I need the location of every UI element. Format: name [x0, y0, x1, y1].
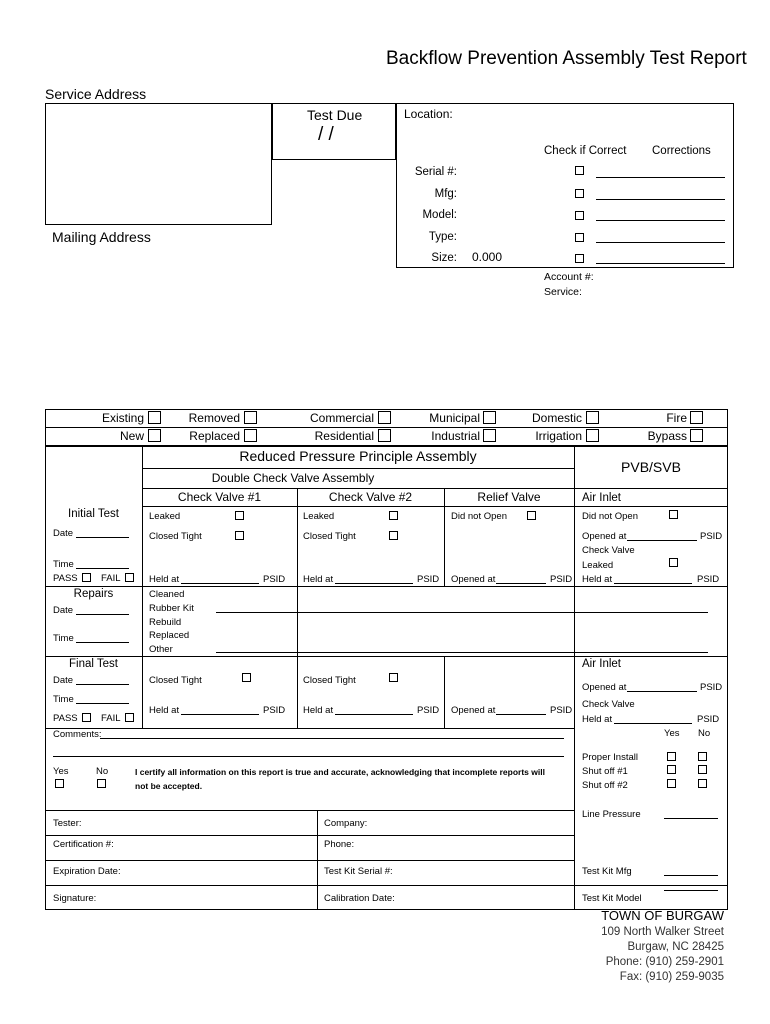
- initial-date-label: Date: [53, 528, 74, 539]
- right-no-header: No: [698, 728, 711, 739]
- final-cv2-held-at-line[interactable]: [335, 714, 413, 715]
- final-relief-psid: PSID: [550, 705, 573, 716]
- final-pass-label: PASS: [53, 713, 78, 724]
- pvb-header: PVB/SVB: [621, 459, 681, 475]
- final-cv1-held-at-line[interactable]: [181, 714, 259, 715]
- final-cv1-held-at-label: Held at: [149, 705, 180, 716]
- final-cv2-psid: PSID: [417, 705, 440, 716]
- final-date-label: Date: [53, 675, 74, 686]
- pvb-opened-psid: PSID: [700, 531, 723, 542]
- size-correction-line[interactable]: [596, 263, 725, 264]
- existing-label: Existing: [101, 411, 144, 425]
- replaced-checkbox[interactable]: [244, 429, 257, 442]
- serial-correction-line[interactable]: [596, 177, 725, 178]
- pvb-did-not-open-checkbox[interactable]: [669, 510, 678, 519]
- certify-text-line-1: I certify all information on this report is true and accurate, acknowledging that incomplete reports will: [135, 767, 545, 777]
- cv1-held-at-label: Held at: [149, 574, 180, 585]
- repairs-date-label: Date: [53, 605, 74, 616]
- calibration-label: Calibration Date:: [324, 893, 395, 904]
- cv2-leaked-label: Leaked: [303, 511, 335, 522]
- certify-yes-label: Yes: [53, 766, 69, 777]
- cv2-closed-tight-label: Closed Tight: [303, 531, 356, 542]
- test-due-value: / /: [318, 124, 334, 145]
- repair-item-rebuild: Rebuild: [149, 617, 182, 628]
- comments-line-1[interactable]: [100, 738, 564, 739]
- relief-opened-at-line[interactable]: [496, 583, 546, 584]
- initial-pass-label: PASS: [53, 573, 78, 584]
- check-if-correct-label: Check if Correct: [544, 145, 627, 157]
- final-fail-checkbox[interactable]: [125, 713, 134, 722]
- removed-checkbox[interactable]: [244, 411, 257, 424]
- repairs-date-line[interactable]: [76, 614, 129, 615]
- relief-did-not-open-label: Did not Open: [451, 511, 507, 522]
- account-label: Account #:: [544, 271, 594, 283]
- final-cv1-closed-tight-checkbox[interactable]: [242, 673, 251, 682]
- repairs-time-label: Time: [53, 633, 74, 644]
- cv1-psid: PSID: [263, 574, 286, 585]
- residential-checkbox[interactable]: [378, 429, 391, 442]
- test-kit-mfg-line[interactable]: [664, 875, 718, 876]
- cv1-closed-tight-label: Closed Tight: [149, 531, 202, 542]
- line-pressure-line[interactable]: [664, 818, 718, 819]
- service-address-label: Service Address: [45, 86, 147, 102]
- proper-install-label: Proper Install: [582, 752, 638, 763]
- final-pvb-held-at-label: Held at: [582, 714, 613, 725]
- cv1-closed-tight-checkbox[interactable]: [235, 531, 244, 540]
- repair-item-other: Other: [149, 644, 173, 655]
- check-valve-1-header: Check Valve #1: [177, 490, 262, 504]
- cv1-leaked-checkbox[interactable]: [235, 511, 244, 520]
- repairs-time-line[interactable]: [76, 642, 129, 643]
- initial-pass-checkbox[interactable]: [82, 573, 91, 582]
- type-checkbox[interactable]: [575, 233, 584, 242]
- town-phone: Phone: (910) 259-2901: [605, 956, 724, 968]
- pvb-held-at-label: Held at: [582, 574, 613, 585]
- repairs-line-2[interactable]: [216, 652, 708, 653]
- mfg-checkbox[interactable]: [575, 189, 584, 198]
- mfg-label: Mfg:: [434, 188, 457, 200]
- final-relief-opened-at-line[interactable]: [496, 714, 546, 715]
- test-kit-model-label: Test Kit Model: [582, 893, 642, 904]
- test-kit-serial-label: Test Kit Serial #:: [324, 866, 393, 877]
- shut-off-1-yes-checkbox[interactable]: [667, 765, 676, 774]
- right-yes-header: Yes: [664, 728, 680, 739]
- certification-label: Certification #:: [53, 839, 114, 850]
- phone-label: Phone:: [324, 839, 355, 850]
- cv1-held-at-line[interactable]: [181, 583, 259, 584]
- final-time-line[interactable]: [76, 703, 129, 704]
- commercial-label: Commercial: [309, 411, 374, 425]
- relief-valve-header: Relief Valve: [477, 490, 541, 504]
- town-street: 109 North Walker Street: [601, 926, 724, 938]
- bypass-label: Bypass: [647, 429, 687, 443]
- rp-header: Reduced Pressure Principle Assembly: [239, 448, 477, 464]
- irrigation-checkbox[interactable]: [586, 429, 599, 442]
- removed-label: Removed: [188, 411, 240, 425]
- signature-label: Signature:: [53, 893, 97, 904]
- page-title: Backflow Prevention Assembly Test Report: [386, 48, 747, 69]
- pvb-held-at-line[interactable]: [614, 583, 692, 584]
- final-time-label: Time: [53, 694, 74, 705]
- initial-time-label: Time: [53, 559, 74, 570]
- residential-label: Residential: [314, 429, 374, 443]
- municipal-label: Municipal: [429, 411, 480, 425]
- industrial-label: Industrial: [431, 429, 480, 443]
- cv2-held-at-line[interactable]: [335, 583, 413, 584]
- cv2-psid: PSID: [417, 574, 440, 585]
- industrial-checkbox[interactable]: [483, 429, 496, 442]
- town-name: TOWN OF BURGAW: [601, 908, 724, 923]
- cv1-leaked-label: Leaked: [149, 511, 181, 522]
- relief-did-not-open-checkbox[interactable]: [527, 511, 536, 520]
- model-label: Model:: [422, 209, 457, 221]
- initial-date-line[interactable]: [76, 537, 129, 538]
- domestic-checkbox[interactable]: [586, 411, 599, 424]
- service-address-box[interactable]: [45, 103, 272, 225]
- pvb-did-not-open-label: Did not Open: [582, 511, 638, 522]
- certify-no-checkbox[interactable]: [97, 779, 106, 788]
- test-kit-model-line[interactable]: [664, 890, 718, 891]
- pvb-held-psid: PSID: [697, 574, 720, 585]
- fire-label: Fire: [666, 411, 687, 425]
- final-pvb-opened-at-line[interactable]: [627, 691, 697, 692]
- check-valve-2-header: Check Valve #2: [328, 490, 413, 504]
- town-city: Burgaw, NC 28425: [627, 941, 724, 953]
- repairs-label: Repairs: [73, 588, 114, 600]
- serial-label: Serial #:: [414, 166, 457, 178]
- final-pvb-opened-at-label: Opened at: [582, 682, 627, 693]
- pvb-leaked-checkbox[interactable]: [669, 558, 678, 567]
- size-label: Size:: [431, 252, 457, 264]
- final-cv1-closed-tight-label: Closed Tight: [149, 675, 202, 686]
- final-test-label: Final Test: [68, 658, 118, 670]
- repair-item-cleaned: Cleaned: [149, 589, 185, 600]
- proper-install-no-checkbox[interactable]: [698, 752, 707, 761]
- proper-install-yes-checkbox[interactable]: [667, 752, 676, 761]
- irrigation-label: Irrigation: [535, 429, 582, 443]
- air-inlet-header: Air Inlet: [582, 492, 621, 504]
- final-fail-label: FAIL: [101, 713, 121, 724]
- new-label: New: [119, 429, 144, 443]
- service-label: Service:: [544, 286, 582, 298]
- location-box: [396, 103, 734, 268]
- line-pressure-label: Line Pressure: [582, 809, 641, 820]
- commercial-checkbox[interactable]: [378, 411, 391, 424]
- final-air-inlet-label: Air Inlet: [582, 658, 621, 670]
- relief-psid: PSID: [550, 574, 573, 585]
- cv2-closed-tight-checkbox[interactable]: [389, 531, 398, 540]
- final-pass-checkbox[interactable]: [82, 713, 91, 722]
- final-pvb-opened-psid: PSID: [700, 682, 723, 693]
- pvb-check-valve-label: Check Valve: [582, 545, 635, 556]
- repair-item-rubber-kit: Rubber Kit: [149, 603, 194, 614]
- domestic-label: Domestic: [531, 411, 582, 425]
- initial-time-line[interactable]: [76, 568, 129, 569]
- relief-opened-at-label: Opened at: [451, 574, 496, 585]
- final-cv2-closed-tight-checkbox[interactable]: [389, 673, 398, 682]
- final-pvb-check-valve-label: Check Valve: [582, 699, 635, 710]
- initial-fail-checkbox[interactable]: [125, 573, 134, 582]
- mailing-address-label: Mailing Address: [52, 229, 151, 245]
- certify-no-label: No: [96, 766, 109, 777]
- pvb-opened-at-label: Opened at: [582, 531, 627, 542]
- size-checkbox[interactable]: [575, 254, 584, 263]
- town-fax: Fax: (910) 259-9035: [619, 971, 724, 983]
- type-correction-line[interactable]: [596, 242, 725, 243]
- fire-checkbox[interactable]: [690, 411, 703, 424]
- dc-header: Double Check Valve Assembly: [211, 471, 375, 485]
- shut-off-2-no-checkbox[interactable]: [698, 779, 707, 788]
- repair-item-replaced: Replaced: [149, 630, 190, 641]
- shut-off-1-no-checkbox[interactable]: [698, 765, 707, 774]
- bypass-checkbox[interactable]: [690, 429, 703, 442]
- test-due-label: Test Due: [307, 107, 363, 123]
- final-date-line[interactable]: [76, 684, 129, 685]
- final-cv1-psid: PSID: [263, 705, 286, 716]
- expiration-label: Expiration Date:: [53, 866, 121, 877]
- serial-checkbox[interactable]: [575, 166, 584, 175]
- initial-test-label: Initial Test: [68, 508, 119, 520]
- company-label: Company:: [324, 818, 368, 829]
- initial-fail-label: FAIL: [101, 573, 121, 584]
- shut-off-2-label: Shut off #2: [582, 780, 628, 791]
- model-correction-line[interactable]: [596, 220, 725, 221]
- comments-label: Comments:: [53, 729, 102, 740]
- shut-off-2-yes-checkbox[interactable]: [667, 779, 676, 788]
- pvb-opened-at-line[interactable]: [627, 540, 697, 541]
- municipal-checkbox[interactable]: [483, 411, 496, 424]
- certify-yes-checkbox[interactable]: [55, 779, 64, 788]
- final-relief-opened-at-label: Opened at: [451, 705, 496, 716]
- test-kit-mfg-label: Test Kit Mfg: [582, 866, 632, 877]
- final-pvb-held-at-line[interactable]: [614, 723, 692, 724]
- repairs-line-1[interactable]: [216, 612, 708, 613]
- certify-text-line-2: not be accepted.: [135, 781, 203, 791]
- final-pvb-held-psid: PSID: [697, 714, 720, 725]
- comments-line-2[interactable]: [53, 756, 564, 757]
- location-label: Location:: [404, 107, 453, 121]
- size-value: 0.000: [472, 250, 503, 264]
- mfg-correction-line[interactable]: [596, 199, 725, 200]
- cv2-leaked-checkbox[interactable]: [389, 511, 398, 520]
- cv2-held-at-label: Held at: [303, 574, 334, 585]
- tester-label: Tester:: [53, 818, 82, 829]
- final-cv2-closed-tight-label: Closed Tight: [303, 675, 356, 686]
- corrections-label: Corrections: [652, 145, 711, 157]
- model-checkbox[interactable]: [575, 211, 584, 220]
- shut-off-1-label: Shut off #1: [582, 766, 628, 777]
- pvb-leaked-label: Leaked: [582, 560, 614, 571]
- type-label: Type:: [428, 231, 457, 243]
- replaced-label: Replaced: [189, 429, 240, 443]
- final-cv2-held-at-label: Held at: [303, 705, 334, 716]
